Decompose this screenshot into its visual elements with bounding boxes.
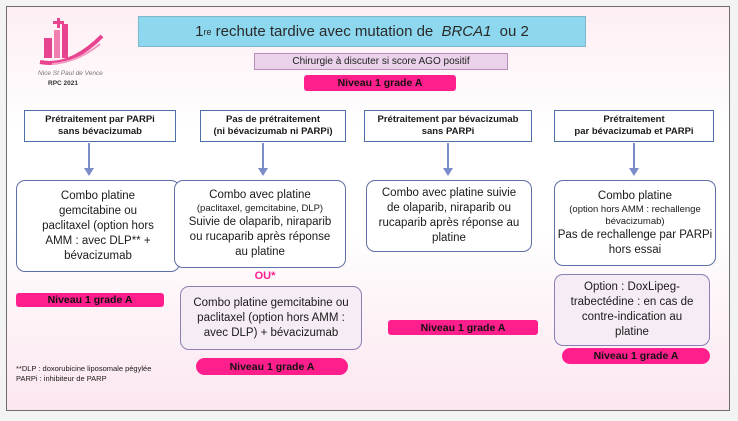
treatment-box-c4 <box>554 180 716 266</box>
option-box-c4 <box>554 274 710 346</box>
treatment-box-c2 <box>174 180 346 268</box>
arrow-down-icon <box>84 143 94 176</box>
box-line: gemcitabine ou <box>59 204 137 217</box>
level-badge-c1: Niveau 1 grade A <box>16 293 164 307</box>
treatment-box-c3 <box>366 180 532 252</box>
title-text-after: ou 2 <box>495 23 529 40</box>
box-line: platine <box>615 326 649 338</box>
column-header-none <box>200 110 346 142</box>
header-line: sans PARPi <box>421 126 475 137</box>
box-line: Combo platine <box>597 189 673 202</box>
box-line: au platine <box>235 246 285 258</box>
footnotes <box>16 364 186 384</box>
title-gene: BRCA1 <box>441 23 492 40</box>
box-line: Combo avec platine suivie <box>381 187 517 199</box>
header-line: Pas de prétraitement <box>226 114 320 125</box>
box-line: (option hors AMM : rechallenge <box>569 203 701 215</box>
header-line: par bévacizumab et PARPi <box>574 126 694 137</box>
box-line: bévacizumab) <box>605 215 665 227</box>
header-line: sans bévacizumab <box>58 126 142 137</box>
or-label: OU* <box>254 270 276 282</box>
box-line: rucaparib après réponse au <box>378 217 520 229</box>
header-line: Prétraitement <box>603 114 665 125</box>
alternative-box-c2 <box>180 286 362 350</box>
header-line: Prétraitement par PARPi <box>45 114 155 125</box>
title-text-before: rechute tardive avec mutation de <box>211 23 438 40</box>
box-line: trabectédine : en cas de <box>570 296 694 308</box>
footnote-dlp: **DLP : doxorubicine liposomale pégylée <box>16 364 152 373</box>
level-badge-c3: Niveau 1 grade A <box>388 320 538 335</box>
level-badge-c2: Niveau 1 grade A <box>196 358 348 375</box>
level-badge-c4: Niveau 1 grade A <box>562 348 710 364</box>
logo-graphic <box>30 16 110 70</box>
arrow-down-icon <box>629 143 639 176</box>
box-line: (paclitaxel, gemcitabine, DLP) <box>196 203 324 214</box>
box-line: paclitaxel (option hors AMM : <box>197 311 345 324</box>
box-line: ou rucaparib après réponse <box>189 231 331 243</box>
header-line: Prétraitement par bévacizumab <box>377 114 519 125</box>
box-line: avec DLP) + bévacizumab <box>203 326 339 339</box>
column-header-bevacizumab <box>364 110 532 142</box>
box-line: paclitaxel (option hors <box>42 219 154 232</box>
box-line: Suivie de olaparib, niraparib <box>188 216 332 228</box>
box-line: Combo avec platine <box>209 189 311 201</box>
box-line: hors essai <box>608 243 662 256</box>
column-header-both <box>554 110 714 142</box>
box-line: Option : DoxLipeg- <box>584 281 680 293</box>
box-line: de olaparib, niraparib ou <box>386 202 512 214</box>
box-line: bévacizumab <box>64 249 132 262</box>
footnote-parpi: PARPi : inhibiteur de PARP <box>16 374 107 383</box>
logo <box>30 16 110 90</box>
arrow-down-icon <box>258 143 268 176</box>
arrow-down-icon <box>443 143 453 176</box>
logo-caption: Nice St Paul de Vence <box>38 70 103 77</box>
title-prefix: 1 <box>195 23 204 40</box>
column-header-parpi <box>24 110 176 142</box>
page-title <box>138 16 586 47</box>
box-line: AMM : avec DLP** + <box>45 234 151 247</box>
box-line: Combo platine gemcitabine ou <box>193 296 349 309</box>
logo-year: RPC 2021 <box>48 80 78 87</box>
surgery-note: Chirurgie à discuter si score AGO positif <box>254 53 508 70</box>
title-superscript: re <box>203 26 212 37</box>
box-line: contre-indication au <box>581 311 683 323</box>
top-level-badge: Niveau 1 grade A <box>304 75 456 91</box>
header-line: (ni bévacizumab ni PARPi) <box>213 126 333 137</box>
box-line: platine <box>432 232 466 244</box>
box-line: Pas de rechallenge par PARPi <box>557 228 713 241</box>
treatment-box-c1 <box>16 180 180 272</box>
box-line: Combo platine <box>60 189 136 202</box>
